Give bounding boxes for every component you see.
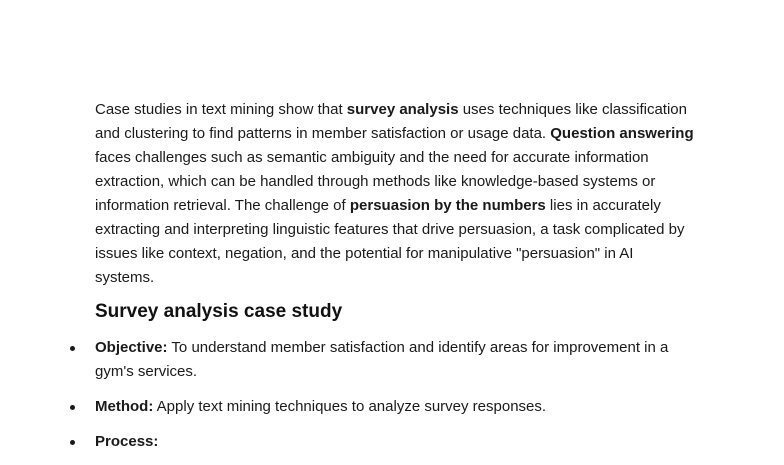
intro-text-2: uses techniques like classification and clustering to find patterns in member satisfaction or usage data. [95, 101, 687, 142]
item-text: Apply text mining techniques to analyze survey responses. [153, 398, 547, 415]
section-heading: Survey analysis case study [95, 301, 343, 322]
intro-text-1: Case studies in text mining show that [95, 101, 347, 118]
item-label: Method: [95, 398, 154, 415]
question-answering-term: Question answering [550, 125, 694, 142]
list-item [95, 336, 695, 384]
item-label: Objective: [95, 339, 168, 356]
intro-paragraph [95, 98, 695, 290]
bullet-icon [70, 346, 75, 351]
list-item [95, 395, 695, 419]
intro-text-3: faces challenges such as semantic ambiguity and the need for accurate information extraction, which can be handled through methods like knowledge-based systems or information retrieval. The challenge of [95, 149, 656, 214]
item-text: To understand member satisfaction and identify areas for improvement in a gym's services. [95, 339, 669, 380]
list-item [95, 430, 695, 454]
bullet-icon [70, 405, 75, 410]
survey-analysis-term: survey analysis [346, 101, 459, 118]
item-label: Process: [95, 433, 159, 450]
intro-text-4: lies in accurately extracting and interpreting linguistic features that drive persuasion, a task complicated by issues like context, negation, and the potential for manipulative "persuasion" in AI systems. [95, 197, 685, 286]
persuasion-term: persuasion by the numbers [349, 197, 546, 214]
case-study-list [95, 336, 695, 465]
